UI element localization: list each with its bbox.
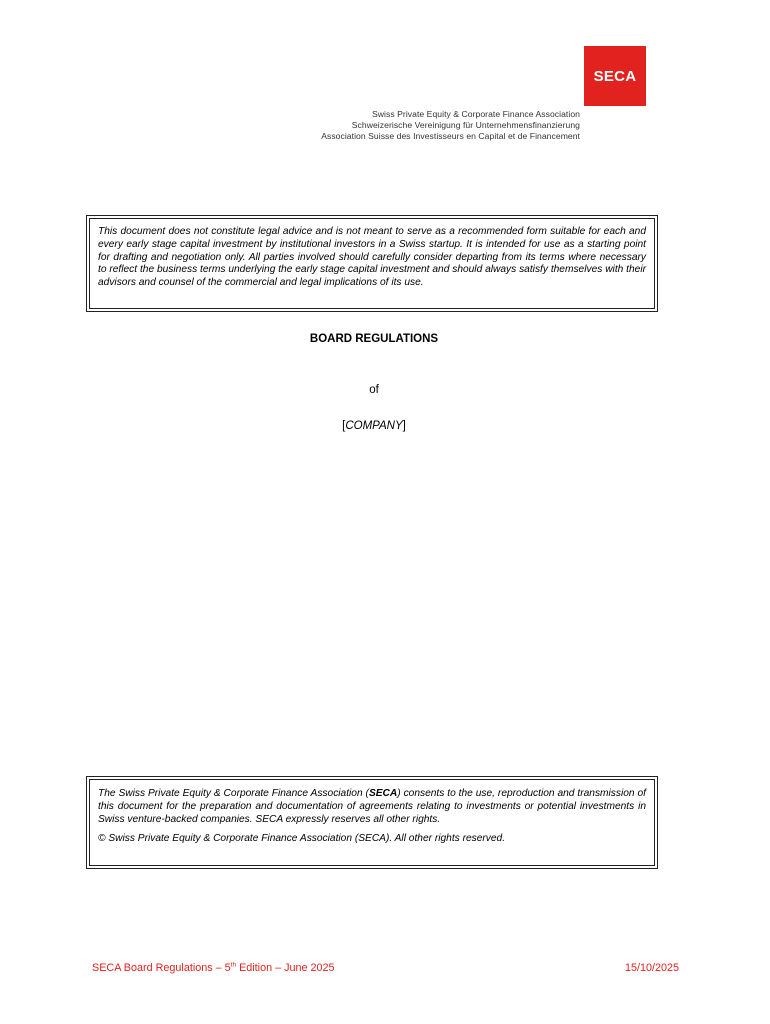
footer-edition-sup: th [230, 961, 237, 969]
consent-text: The Swiss Private Equity & Corporate Finance Association (SECA) consents to the use, reproduction and transmission of this document for the preparation and documentation of agreements relating to investments or potential investments in Swiss venture-backed companies. SECA expressly reserves all other rights. [98, 788, 646, 825]
company-bracket-close: ] [402, 420, 406, 432]
association-name-fr: Association Suisse des Investisseurs en Capital et de Financement [321, 131, 580, 141]
association-name-de: Schweizerische Vereinigung für Unternehmensfinanzierung [351, 120, 580, 130]
copyright-text: © Swiss Private Equity & Corporate Finance Association (SECA). All other rights reserved. [98, 833, 506, 845]
association-name-en: Swiss Private Equity & Corporate Finance Association [372, 109, 580, 119]
company-bracket-open: [ [342, 420, 346, 432]
disclaimer-text: This document does not constitute legal advice and is not meant to serve as a recommended form suitable for each and every early stage capital investment by institutional investors in a Swiss startup. It is intended for use as a starting point for drafting and negotiation only. All parties involved should carefully consider departing from its terms where necessary to reflect the business terms underlying the early stage capital investment and should always satisfy themselves with their advisors and counsel of the commercial and legal implications of its use. [98, 226, 646, 289]
consent-box [89, 779, 655, 866]
association-names [318, 109, 580, 142]
seca-logo-box [584, 46, 646, 106]
footer-edition: SECA Board Regulations – 5th Edition – June 2025 [92, 961, 335, 974]
title-of: of [369, 384, 379, 396]
document-title: BOARD REGULATIONS [309, 333, 439, 345]
footer-date: 15/10/2025 [624, 962, 679, 974]
company-placeholder [0, 420, 748, 432]
seca-abbr: SECA [368, 788, 398, 799]
company-name: COMPANY [345, 420, 403, 432]
disclaimer-box [89, 218, 655, 309]
seca-logo-text: SECA [593, 67, 637, 85]
seca-logo [318, 46, 650, 146]
